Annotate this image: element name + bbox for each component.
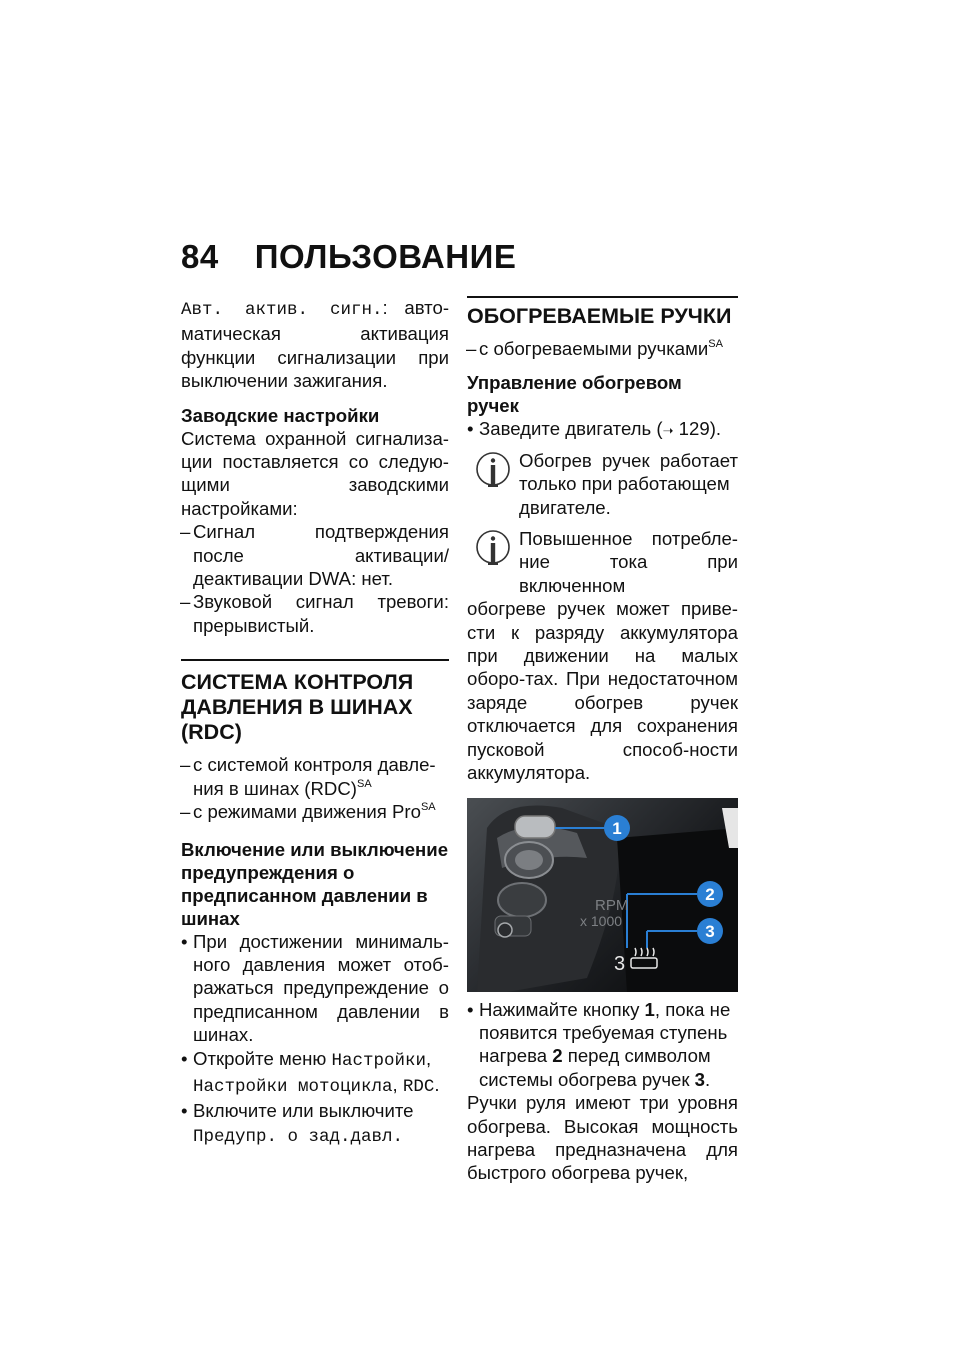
rdc-option: – с системой контроля давле-ния в шинах (RDC)$^{SA}$ bbox=[181, 753, 449, 800]
right-column bbox=[467, 296, 738, 1185]
factory-text: Система охранной сигнализа-ции поставляется со следую-щими заводскими настройками: bbox=[181, 427, 449, 519]
arrow-ref-icon: ➝ bbox=[662, 423, 674, 439]
factory-heading: Заводские настройки bbox=[181, 404, 380, 426]
bullet-item: • При достижении минималь-ного давления может отоб-ражаться предупреждение о предписанном давлении в шинах. bbox=[181, 930, 449, 1047]
factory-item: – Звуковой сигнал тревоги: прерывистый. bbox=[181, 590, 449, 637]
heat-level: 3 bbox=[614, 952, 626, 975]
page-number: 84 bbox=[181, 238, 219, 275]
grips-heading: ОБОГРЕВАЕМЫЕ РУЧКИ bbox=[467, 296, 738, 329]
grips-option: – с обогреваемыми ручками$^{SA}$ bbox=[467, 337, 738, 360]
svg-text:1: 1 bbox=[612, 818, 622, 838]
heating-button bbox=[515, 816, 555, 838]
warning-heading: Включение или выключение предупреждения о предписанном давлении в шинах bbox=[181, 838, 449, 929]
info-note: Повышенное потребле-ние тока при включенном обогреве ручек может приве-сти к разряду аккумулятора при движении на малых оборо-тах. При недостаточном заряде обогрев ручек отключается для сохранения пусковой способ-ности аккумулятора. bbox=[467, 528, 738, 784]
handlebar-photo bbox=[467, 798, 738, 992]
page-title: ПОЛЬЗОВАНИЕ bbox=[254, 238, 517, 275]
bullet-item: • Нажимайте кнопку 1, пока не появится требуемая ступень нагрева 2 перед символом системы обогрева ручек 3. bbox=[467, 998, 738, 1092]
bullet-item: • Включите или выключите Предупр. о зад.давл. bbox=[181, 1099, 449, 1149]
rpm-scale: x 1000 bbox=[580, 912, 623, 929]
intro-paragraph: Авт. актив. сигн.: авто-матическая активация функции сигнализации при выключении зажигания. bbox=[181, 297, 450, 392]
svg-text:2: 2 bbox=[705, 884, 715, 904]
menu-term: Авт. актив. сигн. bbox=[181, 300, 383, 320]
bullet-item: • Откройте меню Настройки, Настройки мотоцикла, RDC. bbox=[181, 1047, 449, 1100]
rpm-label: RPM bbox=[595, 896, 629, 914]
factory-item: – Сигнал подтверждения после активации/деактивации DWA: нет. bbox=[181, 520, 449, 590]
info-note: Обогрев ручек работает только при работающем двигателе. bbox=[467, 449, 738, 519]
handlebar-illustration bbox=[467, 798, 738, 992]
control-heading: Управление обогревом ручек bbox=[467, 372, 682, 417]
rdc-heading: СИСТЕМА КОНТРОЛЯ ДАВЛЕНИЯ В ШИНАХ (RDC) bbox=[181, 659, 449, 745]
info-icon bbox=[475, 529, 511, 575]
rdc-option: – с режимами движения Pro$^{SA}$ bbox=[181, 800, 449, 823]
info-icon bbox=[475, 451, 511, 497]
page-header bbox=[181, 238, 741, 276]
bullet-item: • Заведите двигатель (➝ 129). bbox=[467, 417, 738, 442]
svg-text:3: 3 bbox=[705, 921, 715, 941]
left-column bbox=[181, 296, 449, 1149]
closing-text: Ручки руля имеют три уровня обогрева. Высокая мощность нагрева предназначена для быстрого обогрева ручек, bbox=[467, 1092, 738, 1184]
